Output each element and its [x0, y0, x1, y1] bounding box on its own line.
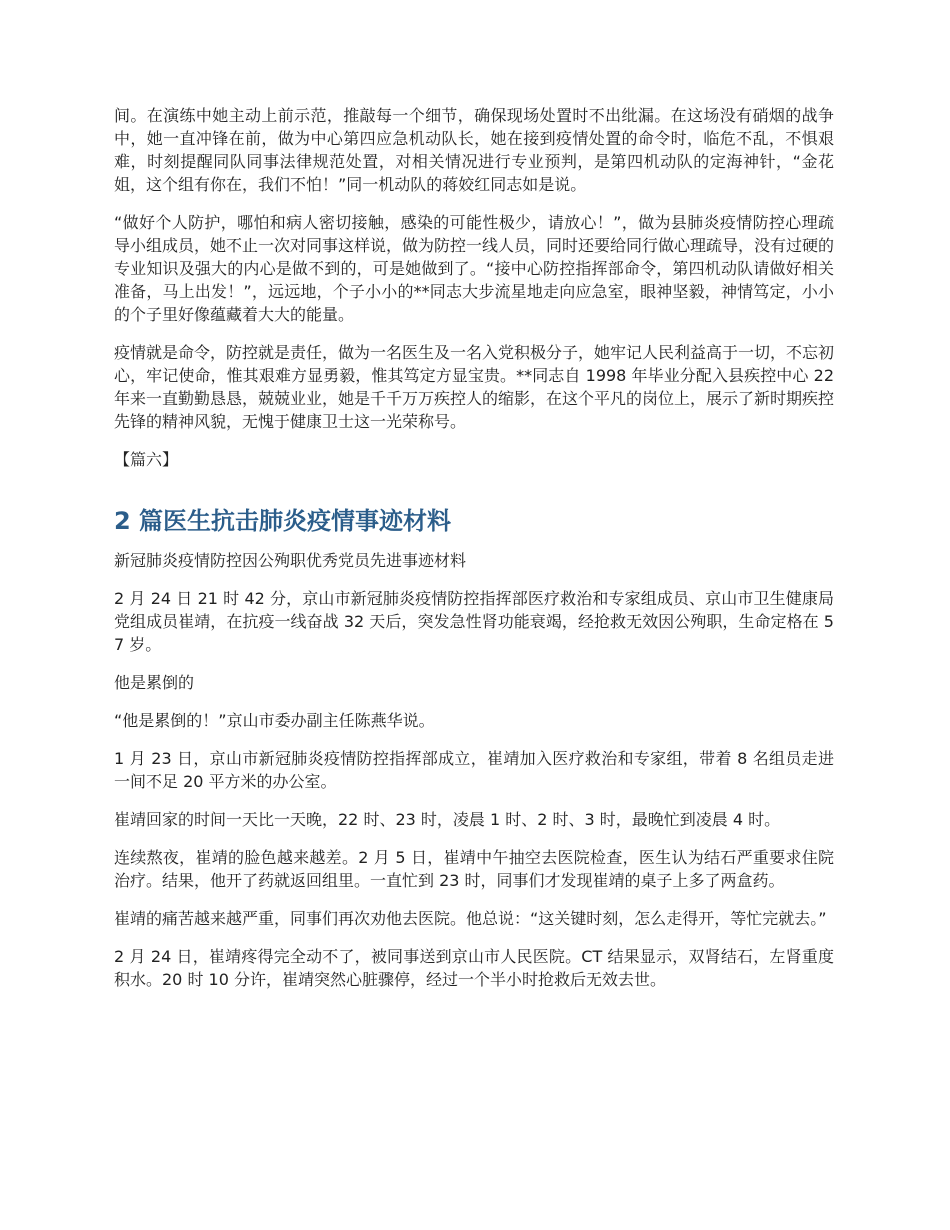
body-paragraph: 2 月 24 日，崔靖疼得完全动不了，被同事送到京山市人民医院。CT 结果显示，双肾结石，左肾重度积水。20 时 10 分许，崔靖突然心脏骤停，经过一个半小时抢救后无效去世。 [114, 947, 834, 989]
body-paragraph: 2 月 24 日 21 时 42 分，京山市新冠肺炎疫情防控指挥部医疗救治和专家组成员、京山市卫生健康局党组成员崔靖，在抗疫一线奋战 32 天后，突发急性肾功能衰竭，经抢救无效因公殉职，生命定格在 57 岁。 [114, 589, 834, 654]
body-paragraph: 崔靖回家的时间一天比一天晚，22 时、23 时，凌晨 1 时、2 时、3 时，最晚忙到凌晨 4 时。 [114, 810, 781, 829]
article-subtitle: 新冠肺炎疫情防控因公殉职优秀党员先进事迹材料 [114, 551, 467, 570]
document-page [114, 104, 834, 1006]
body-paragraph: 疫情就是命令，防控就是责任，做为一名医生及一名入党积极分子，她牢记人民利益高于一切，不忘初心，牢记使命，惟其艰难方显勇毅，惟其笃定方显宝贵。**同志自 1998 年毕业分配入县疾控中心 22 年来一直勤勤恳恳，兢兢业业，她是千千万万疾控人的缩影，在这个平凡的岗位上，展示了新时期疾控先锋的精神风貌，无愧于健康卫士这一光荣称号。 [114, 343, 835, 431]
body-paragraph: 1 月 23 日，京山市新冠肺炎疫情防控指挥部成立，崔靖加入医疗救治和专家组，带着 8 名组员走进一间不足 20 平方米的办公室。 [114, 749, 834, 791]
body-paragraph: 间。在演练中她主动上前示范，推敲每一个细节，确保现场处置时不出纰漏。在这场没有硝烟的战争中，她一直冲锋在前，做为中心第四应急机动队长，她在接到疫情处置的命令时，临危不乱，不惧艰难，时刻提醒同队同事法律规范处置，对相关情况进行专业预判，是第四机动队的定海神针，“金花姐，这个组有你在，我们不怕！”同一机动队的蒋姣红同志如是说。 [114, 106, 834, 194]
section-mark: 【篇六】 [114, 450, 179, 469]
body-paragraph: 崔靖的痛苦越来越严重，同事们再次劝他去医院。他总说：“这关键时刻，怎么走得开，等忙完就去。” [114, 909, 827, 928]
body-paragraph: 连续熬夜，崔靖的脸色越来越差。2 月 5 日，崔靖中午抽空去医院检查，医生认为结石严重要求住院治疗。结果，他开了药就返回组里。一直忙到 23 时，同事们才发现崔靖的桌子上多了两盒药。 [114, 848, 834, 890]
body-paragraph: “做好个人防护，哪怕和病人密切接触，感染的可能性极少，请放心！”，做为县肺炎疫情防控心理疏导小组成员，她不止一次对同事这样说，做为防控一线人员，同时还要给同行做心理疏导，没有过硬的专业知识及强大的内心是做不到的，可是她做到了。“接中心防控指挥部命令，第四机动队请做好相关准备，马上出发！”，远远地，个子小小的**同志大步流星地走向应急室，眼神坚毅，神情笃定，小小的个子里好像蕴藏着大大的能量。 [114, 213, 835, 324]
body-paragraph: “他是累倒的！”京山市委办副主任陈燕华说。 [114, 711, 435, 730]
body-paragraph: 他是累倒的 [114, 673, 195, 692]
section-heading: 2 篇医生抗击肺炎疫情事迹材料 [114, 507, 452, 535]
